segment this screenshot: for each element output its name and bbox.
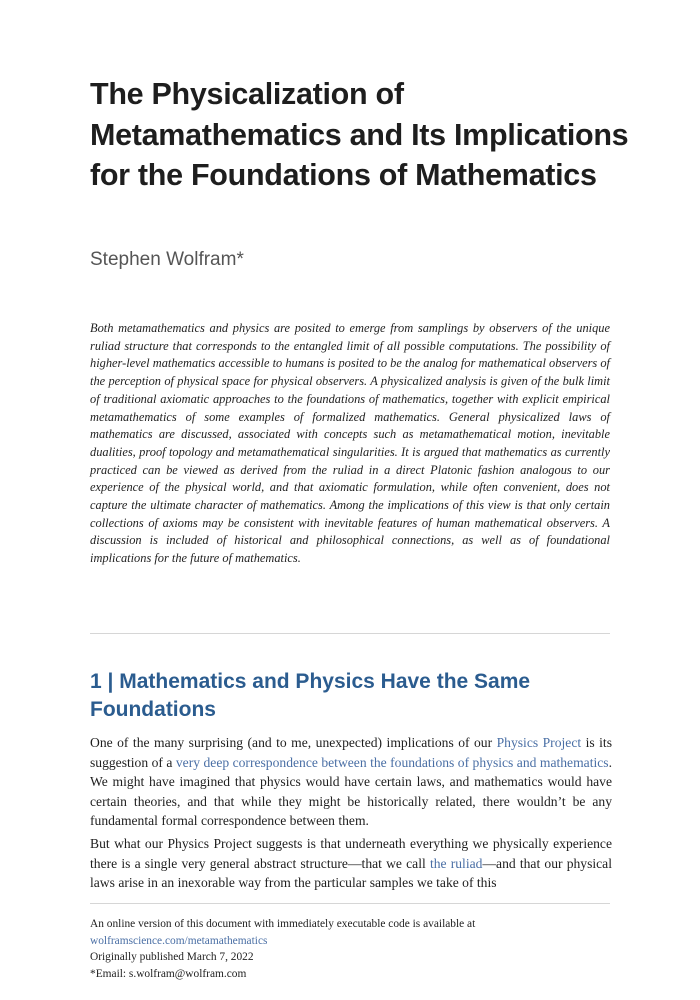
author-email: *Email: s.wolfram@wolfram.com xyxy=(90,967,247,980)
paragraph-text: But what our Physics Project suggests is that underneath everything we physically experience there is a single very general abstract structure—that we call xyxy=(90,836,612,871)
online-version-note: An online version of this document with immediately executable code is available at xyxy=(90,918,476,930)
ruliad-link[interactable]: the ruliad xyxy=(429,855,483,871)
page-title: The Physicalization of Metamathematics and Its Implications for the Foundations of Mathematics xyxy=(90,77,629,192)
footer-divider xyxy=(90,903,610,904)
paragraph-text: One of the many surprising (and to me, unexpected) implications of our xyxy=(90,735,497,750)
divider xyxy=(90,633,610,634)
paragraph-text: . We might have imagined that physics would have certain laws, and mathematics would have certain theories, and that while they might be historically related, there wouldn’t be any fundamental formal correspondence between them. xyxy=(90,754,612,828)
section-heading: 1 | Mathematics and Physics Have the Same Foundations xyxy=(90,670,531,721)
body-paragraph xyxy=(90,834,612,893)
online-version-link[interactable]: wolframscience.com/metamathematics xyxy=(90,934,268,947)
author-name: Stephen Wolfram* xyxy=(90,249,244,270)
footer xyxy=(90,916,610,982)
body-paragraph xyxy=(90,733,612,831)
paragraph-text: is its suggestion of a xyxy=(90,735,612,770)
paragraph-text: —and that our physical laws arise in an inexorable way from the particular samples we take of this xyxy=(90,855,612,890)
publication-date: Originally published March 7, 2022 xyxy=(90,951,254,964)
correspondence-link[interactable]: very deep correspondence between the foundations of physics and mathematics xyxy=(175,754,609,770)
abstract: Both metamathematics and physics are posited to emerge from samplings by observers of the unique ruliad structure that corresponds to the entangled limit of all possible computations. The possibility of higher-level mathematics accessible to humans is posited to be the analog for mathematical observers of the perception of physical space for physical observers. A physicalized analysis is given of the bulk limit of traditional axiomatic approaches to the foundations of mathematics, together with explicit empirical metamathematics of some examples of formalized mathematics. General physicalized laws of mathematics are discussed, associated with concepts such as metamathematical motion, inevitable dualities, proof topology and metamathematical singularities. It is argued that mathematics as currently practiced can be viewed as derived from the ruliad in a direct Platonic fashion analogous to our experience of the physical world, and that axiomatic formulation, while often convenient, does not capture the ultimate character of mathematics. Among the implications of this view is that only certain collections of axioms may be consistent with inevitable features of human mathematical observers. A discussion is included of historical and philosophical connections, as well as of foundational implications for the future of mathematics. xyxy=(90,321,610,566)
physics-project-link[interactable]: Physics Project xyxy=(496,735,582,750)
